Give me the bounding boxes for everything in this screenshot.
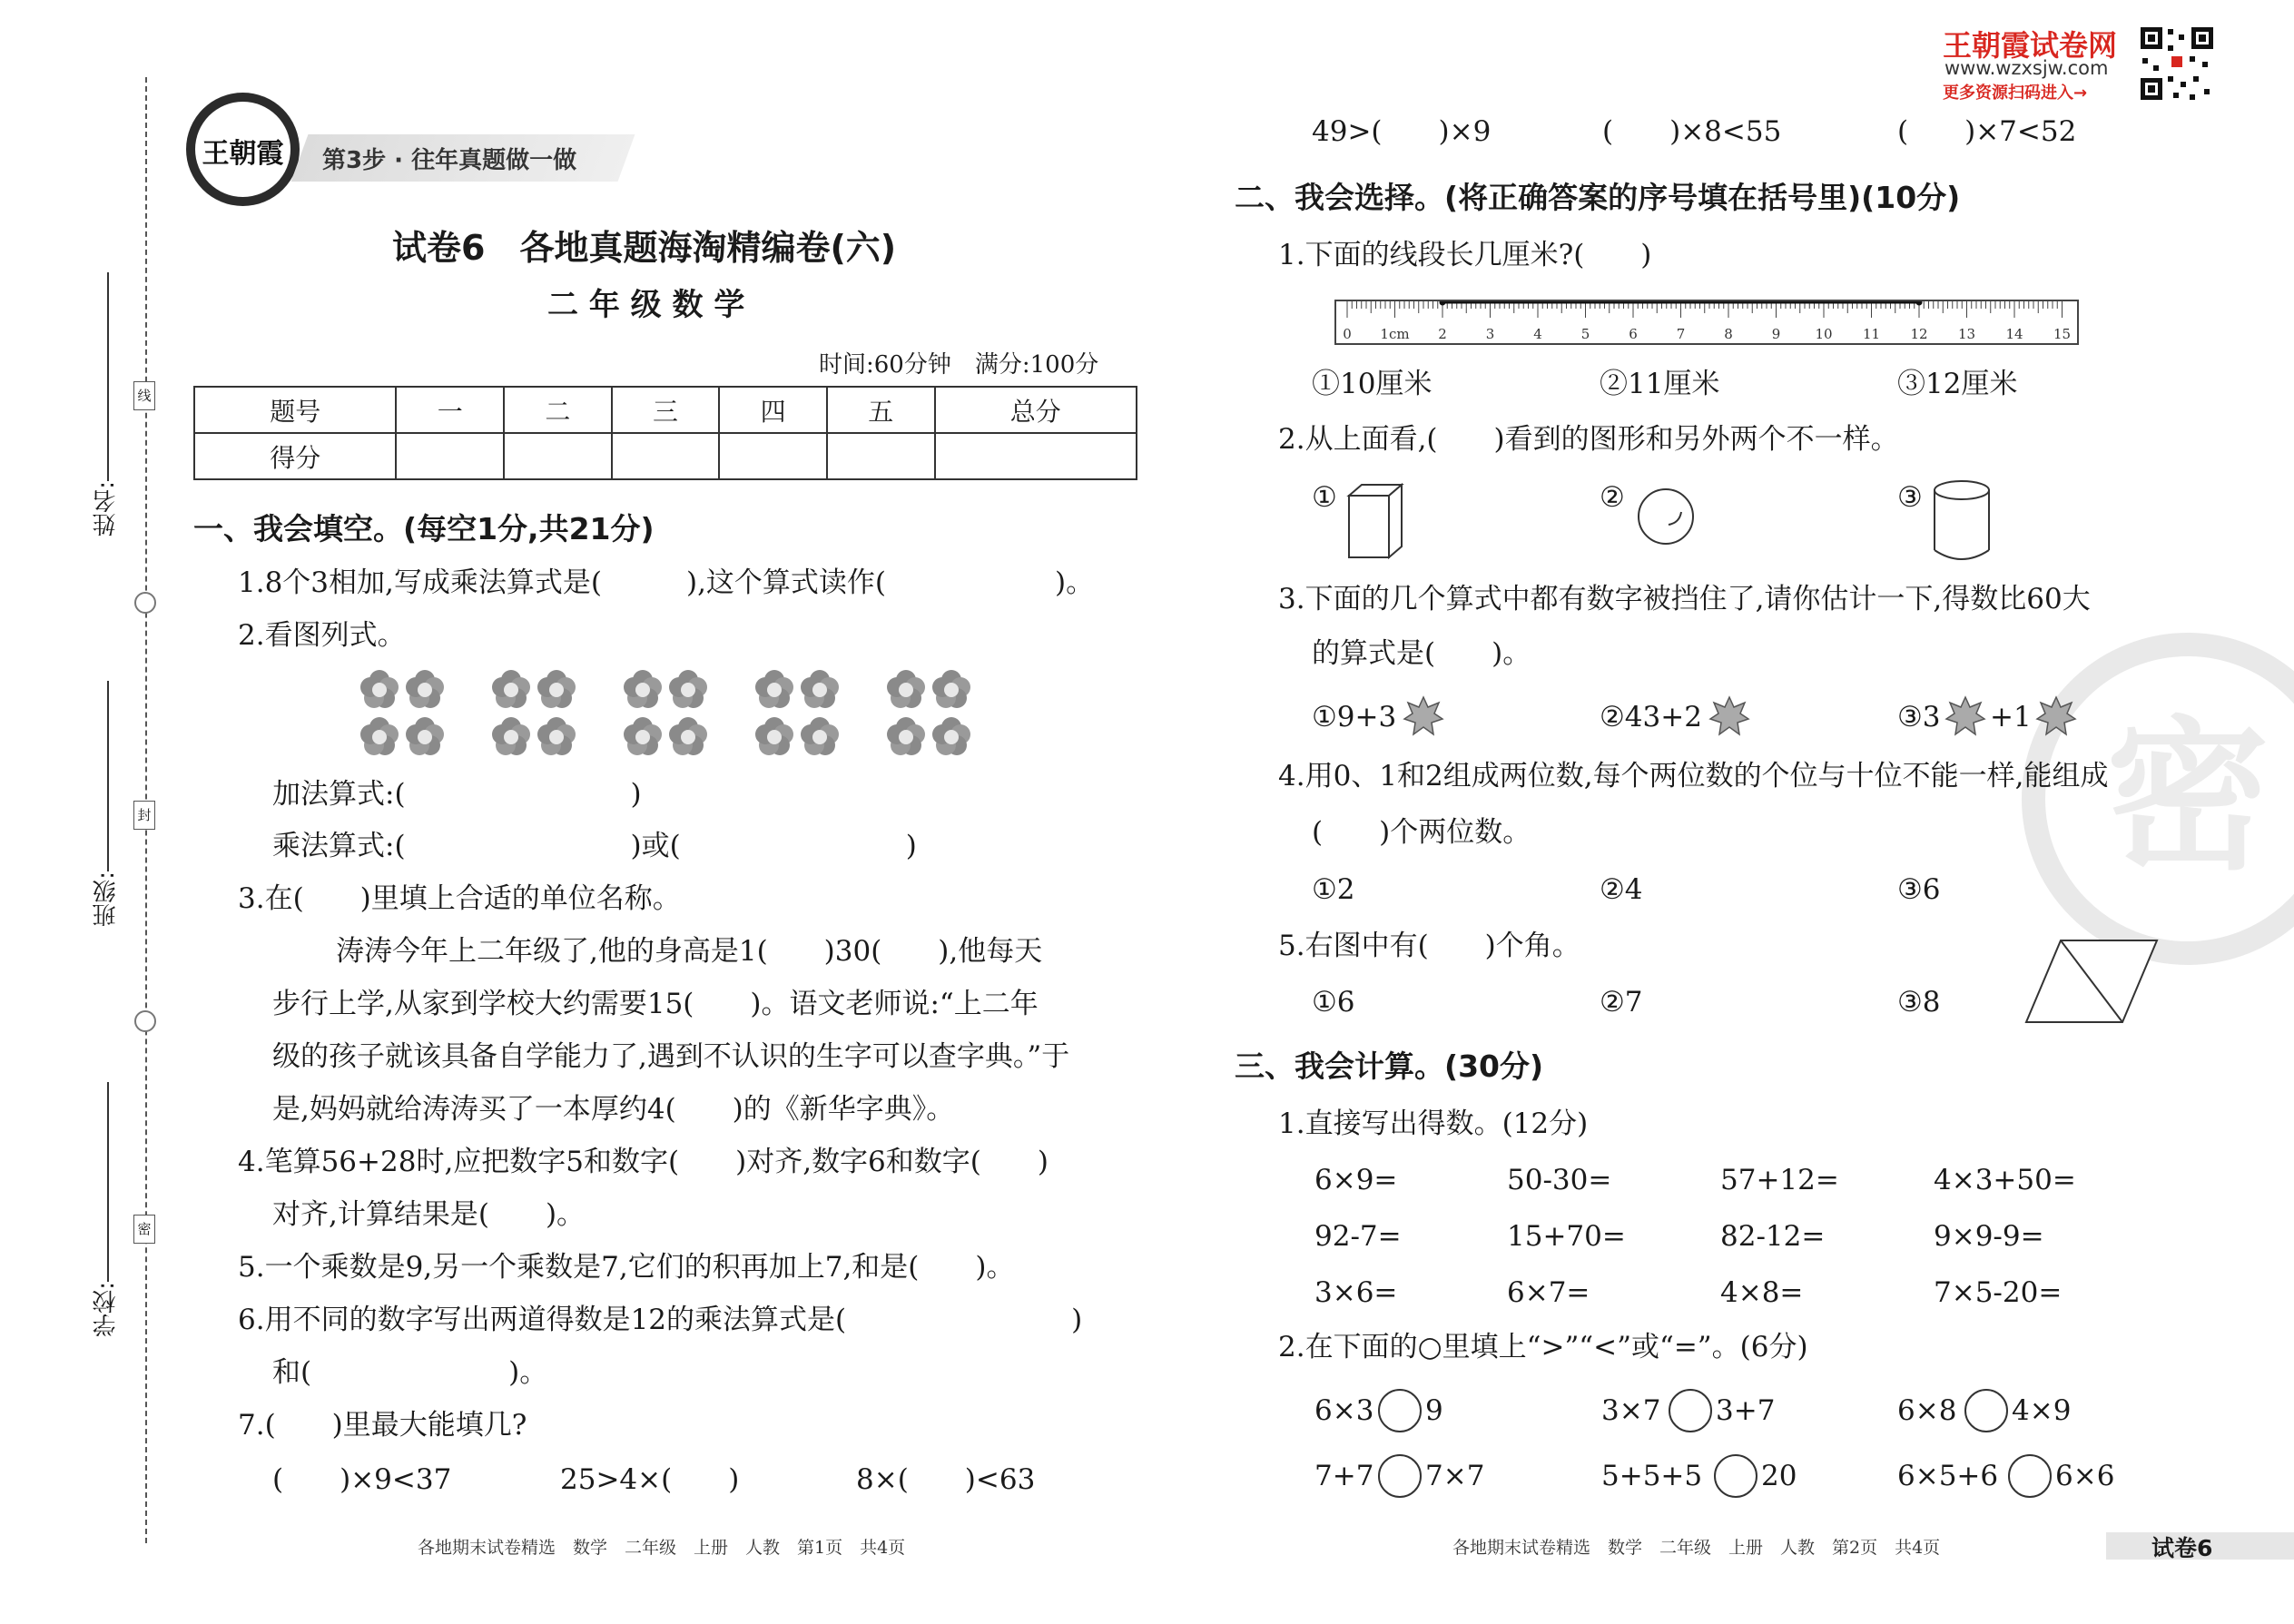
compare-circle[interactable] [2008, 1454, 2052, 1498]
q7-item-c: 8×( )<63 [856, 1463, 1036, 1496]
score-header-cell: 三 [612, 387, 720, 433]
qr-code-icon[interactable] [2139, 25, 2215, 102]
calc-item[interactable]: 92-7= [1314, 1220, 1402, 1253]
ruler-label: 4 [1533, 326, 1542, 342]
choice-3-option-2[interactable]: ②43+2 [1600, 701, 1702, 733]
svg-text:密: 密 [2105, 703, 2270, 892]
choice-2-option-3[interactable]: ③ [1897, 481, 1923, 514]
choice-2-option-2[interactable]: ② [1600, 481, 1625, 514]
name-label: 姓名: [93, 481, 120, 536]
binding-hole-icon [134, 1010, 156, 1032]
choice-1-option-1[interactable]: ①10厘米 [1312, 368, 1433, 400]
ruler-label: 2 [1438, 326, 1447, 342]
choice-4-line-1: 4.用0、1和2组成两位数,每个两位数的个位与十位不能一样,能组成 [1278, 760, 2109, 792]
choice-3-option-3[interactable]: ③3 [1897, 701, 1941, 733]
score-cell[interactable] [719, 433, 827, 479]
ruler-label: 5 [1580, 326, 1590, 342]
choice-1: 1.下面的线段长几厘米?( ) [1278, 239, 1652, 271]
choice-3-option-3-tail: +1 [1990, 701, 2032, 733]
ruler-label: 10 [1815, 326, 1833, 342]
choice-1-option-3[interactable]: ③12厘米 [1897, 368, 2018, 400]
choice-4-option-3[interactable]: ③6 [1897, 873, 1941, 906]
score-table [193, 386, 1137, 480]
compare-left: 3×7 [1601, 1394, 1661, 1427]
score-header-cell: 总分 [935, 387, 1137, 433]
score-header-cell: 二 [504, 387, 612, 433]
blot-icon [2035, 695, 2077, 737]
ruler-label: 9 [1771, 326, 1781, 342]
q7-item-a: ( )×9<37 [272, 1463, 452, 1496]
flower-group-2 [492, 670, 576, 755]
q7-item-f: ( )×7<52 [1897, 115, 2077, 148]
watermark-seal-icon [2006, 626, 2294, 971]
binding-hole-icon [134, 592, 156, 614]
flower-group-4 [755, 670, 839, 755]
exam-title: 试卷6 各地真题海淘精编卷(六) [392, 228, 897, 268]
calc-item[interactable]: 7×5-20= [1934, 1276, 2063, 1309]
score-cell[interactable] [396, 433, 504, 479]
ruler-label: 11 [1862, 326, 1881, 342]
compare-left: 6×5+6 [1897, 1460, 1999, 1492]
q2-addition-answer[interactable]: 加法算式:( ) [272, 778, 642, 811]
sphere-icon [1634, 485, 1698, 548]
choice-5-option-1[interactable]: ①6 [1312, 986, 1355, 1019]
choice-5: 5.右图中有( )个角。 [1278, 930, 1580, 962]
compare-left: 6×3 [1314, 1394, 1374, 1427]
score-header-cell: 一 [396, 387, 504, 433]
ruler-label: 0 [1343, 326, 1352, 342]
flower-group-3 [624, 670, 707, 755]
ruler [1334, 300, 2079, 345]
question-4-line-2: 对齐,计算结果是( )。 [272, 1198, 586, 1231]
choice-1-option-2[interactable]: ②11厘米 [1600, 368, 1720, 400]
parallelogram-figure [2024, 935, 2161, 1026]
choice-4-line-2: ( )个两位数。 [1312, 816, 1531, 849]
seal-mark-mi: 密 [133, 1215, 155, 1244]
exam-subtitle: 二 年 级 数 学 [547, 287, 745, 323]
blot-icon [1944, 695, 1986, 737]
question-6-line-1: 6.用不同的数字写出两道得数是12的乘法算式是( ) [238, 1304, 1083, 1336]
seal-mark-xian: 线 [133, 381, 155, 410]
compare-circle[interactable] [1964, 1389, 2008, 1432]
school-label: 学校: [93, 1282, 120, 1337]
score-cell[interactable] [827, 433, 935, 479]
calc-item[interactable]: 6×7= [1507, 1276, 1590, 1309]
compare-circle[interactable] [1669, 1389, 1712, 1432]
question-2: 2.看图列式。 [238, 619, 406, 652]
ruler-label: 8 [1724, 326, 1733, 342]
compare-left: 7+7 [1314, 1460, 1374, 1492]
ruler-label: 7 [1676, 326, 1686, 342]
time-info: 时间:60分钟 满分:100分 [819, 351, 1099, 379]
brand-name: 王朝霞试卷网 [1943, 28, 2118, 63]
section3-title: 三、我会计算。(30分) [1235, 1048, 1544, 1084]
compare-right: 4×9 [2012, 1394, 2072, 1427]
choice-5-option-3[interactable]: ③8 [1897, 986, 1941, 1019]
cylinder-icon [1930, 479, 1994, 563]
brand-tip: 更多资源扫码进入→ [1943, 84, 2088, 103]
compare-circle[interactable] [1378, 1454, 1422, 1498]
compare-right: 7×7 [1425, 1460, 1485, 1492]
ruler-label: 14 [2005, 326, 2023, 342]
score-header-cell: 题号 [194, 387, 396, 433]
q2-multiplication-answer[interactable]: 乘法算式:( )或( ) [272, 830, 917, 862]
section1-title: 一、我会填空。(每空1分,共21分) [193, 511, 655, 546]
q3-passage-line-2: 步行上学,从家到学校大约需要15( )。语文老师说:“上二年 [272, 988, 1039, 1020]
class-underline [107, 681, 109, 871]
question-4-line-1: 4.笔算56+28时,应把数字5和数字( )对齐,数字6和数字( ) [238, 1146, 1049, 1178]
question-7: 7.( )里最大能填几? [238, 1409, 527, 1442]
compare-left: 6×8 [1897, 1394, 1957, 1427]
exam-tag: 试卷6 [2151, 1535, 2213, 1561]
calc-item[interactable]: 15+70= [1507, 1220, 1626, 1253]
ruler-label: 3 [1485, 326, 1495, 342]
choice-3-option-1[interactable]: ①9+3 [1312, 701, 1397, 733]
compare-circle[interactable] [1378, 1389, 1422, 1432]
score-table-header-row [194, 387, 1137, 433]
compare-left: 5+5+5 [1601, 1460, 1703, 1492]
calc-item[interactable]: 4×8= [1720, 1276, 1804, 1309]
flower-picture [345, 667, 999, 767]
page-2-footer: 各地期末试卷精选 数学 二年级 上册 人教 第2页 共4页 [1452, 1538, 1941, 1558]
q7-item-e: ( )×8<55 [1602, 115, 1782, 148]
choice-2: 2.从上面看,( )看到的图形和另外两个不一样。 [1278, 423, 1899, 456]
calc-1: 1.直接写出得数。(12分) [1278, 1107, 1589, 1140]
ruler-label: 12 [1910, 326, 1928, 342]
calc-item[interactable]: 9×9-9= [1934, 1220, 2044, 1253]
q3-passage-line-4: 是,妈妈就给涛涛买了一本厚约4( )的《新华字典》。 [272, 1093, 955, 1126]
compare-right: 9 [1425, 1394, 1443, 1427]
logo-text: 王朝霞 [202, 138, 284, 170]
class-label: 班级: [93, 871, 120, 927]
choice-2-option-1[interactable]: ① [1312, 481, 1337, 514]
name-underline [107, 272, 109, 481]
choice-5-option-2[interactable]: ②7 [1600, 986, 1643, 1019]
flower-group-5 [887, 670, 970, 755]
question-5: 5.一个乘数是9,另一个乘数是7,它们的积再加上7,和是( )。 [238, 1251, 1015, 1284]
calc-item[interactable]: 57+12= [1720, 1164, 1839, 1196]
step-label: 第3步 · 往年真题做一做 [322, 147, 577, 174]
ruler-label: 15 [2053, 326, 2072, 342]
score-table-score-row [194, 433, 1137, 479]
score-cell[interactable] [612, 433, 720, 479]
school-underline [107, 1082, 109, 1282]
ruler-label: 6 [1629, 326, 1638, 342]
segment-endpoint [1440, 301, 1446, 306]
compare-circle[interactable] [1714, 1454, 1757, 1498]
compare-right: 3+7 [1716, 1394, 1776, 1427]
choice-4-option-2[interactable]: ②4 [1600, 873, 1643, 906]
calc-item[interactable]: 6×9= [1314, 1164, 1398, 1196]
score-cell[interactable] [504, 433, 612, 479]
q3-passage-line-1: 涛涛今年上二年级了,他的身高是1( )30( ),他每天 [336, 935, 1043, 968]
section2-title: 二、我会选择。(将正确答案的序号填在括号里)(10分) [1235, 180, 1961, 215]
calc-item[interactable]: 82-12= [1720, 1220, 1826, 1253]
q7-item-b: 25>4×( ) [560, 1463, 740, 1496]
cuboid-icon [1345, 481, 1409, 561]
page-1-footer: 各地期末试卷精选 数学 二年级 上册 人教 第1页 共4页 [418, 1538, 906, 1558]
blot-icon [1708, 695, 1750, 737]
ruler-label: 13 [1957, 326, 1976, 342]
calc-item[interactable]: 3×6= [1314, 1276, 1398, 1309]
flower-group-1 [360, 670, 444, 755]
q7-item-d: 49>( )×9 [1312, 115, 1492, 148]
question-6-line-2: 和( )。 [272, 1356, 548, 1389]
calc-2: 2.在下面的○里填上“>”“<”或“=”。(6分) [1278, 1331, 1808, 1363]
brand-url: www.wzxsjw.com [1944, 57, 2109, 79]
choice-3-line-2: 的算式是( )。 [1312, 637, 1531, 670]
ruler-label: 1cm [1380, 326, 1410, 342]
choice-3-line-1: 3.下面的几个算式中都有数字被挡住了,请你估计一下,得数比60大 [1278, 583, 2091, 615]
score-header-cell: 四 [719, 387, 827, 433]
segment-endpoint [1916, 301, 1923, 306]
score-row-label: 得分 [194, 433, 396, 479]
compare-right: 6×6 [2055, 1460, 2115, 1492]
blot-icon [1403, 695, 1444, 737]
question-3: 3.在( )里填上合适的单位名称。 [238, 882, 681, 915]
q3-passage-line-3: 级的孩子就该具备自学能力了,遇到不认识的生字可以查字典。”于 [272, 1040, 1070, 1073]
compare-right: 20 [1761, 1460, 1797, 1492]
calc-item[interactable]: 4×3+50= [1934, 1164, 2076, 1196]
question-1: 1.8个3相加,写成乘法算式是( ),这个算式读作( )。 [238, 566, 1095, 599]
score-cell[interactable] [935, 433, 1137, 479]
seal-mark-feng: 封 [133, 801, 155, 830]
calc-item[interactable]: 50-30= [1507, 1164, 1612, 1196]
score-header-cell: 五 [827, 387, 935, 433]
logo-seal [186, 93, 300, 206]
choice-4-option-1[interactable]: ①2 [1312, 873, 1355, 906]
